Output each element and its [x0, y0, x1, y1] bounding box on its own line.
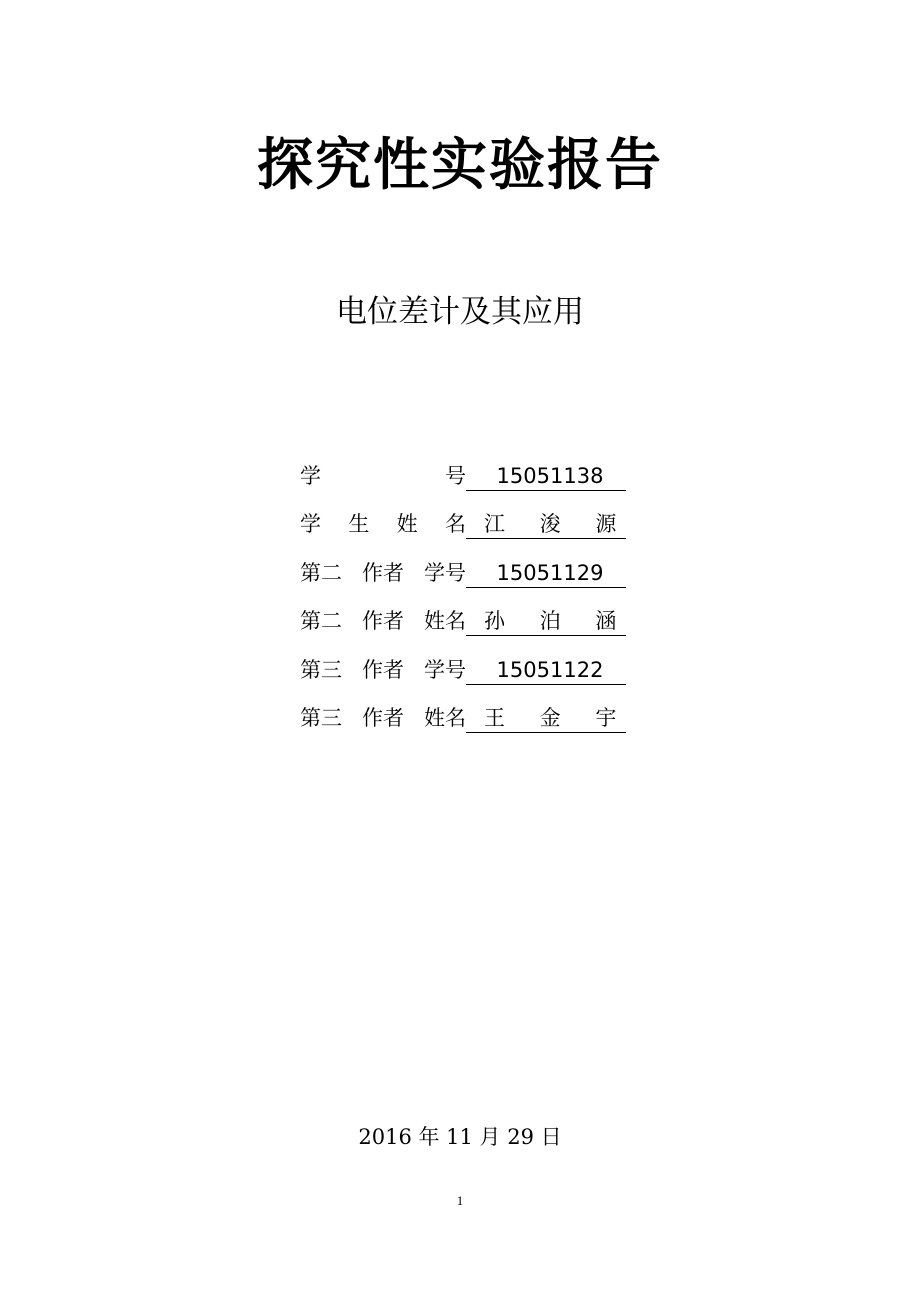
info-value: 15051129 — [466, 559, 626, 588]
info-label: 第二 作者 学号 — [300, 560, 466, 585]
info-value: 15051138 — [466, 462, 626, 491]
info-label: 第三 作者 学号 — [300, 657, 466, 682]
info-row-third-author-name — [300, 685, 640, 734]
info-row-third-author-id — [300, 636, 640, 685]
info-value: 15051122 — [466, 656, 626, 685]
info-value: 江 浚 源 — [466, 510, 626, 539]
info-row-second-author-id — [300, 539, 640, 588]
info-row-second-author-name — [300, 588, 640, 637]
page-number: 1 — [456, 1193, 464, 1208]
report-title: 探究性实验报告 — [257, 133, 663, 198]
info-row-student-id — [300, 442, 640, 491]
info-label: 学 生 姓 名 — [300, 512, 466, 536]
info-label: 学 号 — [300, 463, 466, 488]
report-subtitle: 电位差计及其应用 — [336, 294, 584, 330]
info-value: 王 金 宇 — [466, 704, 626, 733]
info-value: 孙 泊 涵 — [466, 607, 626, 636]
info-row-student-name — [300, 491, 640, 540]
author-info-block — [300, 442, 640, 733]
info-label: 第三 作者 姓名 — [300, 706, 466, 730]
info-label: 第二 作者 姓名 — [300, 609, 466, 633]
report-date: 2016 年 11 月 29 日 — [358, 1125, 562, 1149]
